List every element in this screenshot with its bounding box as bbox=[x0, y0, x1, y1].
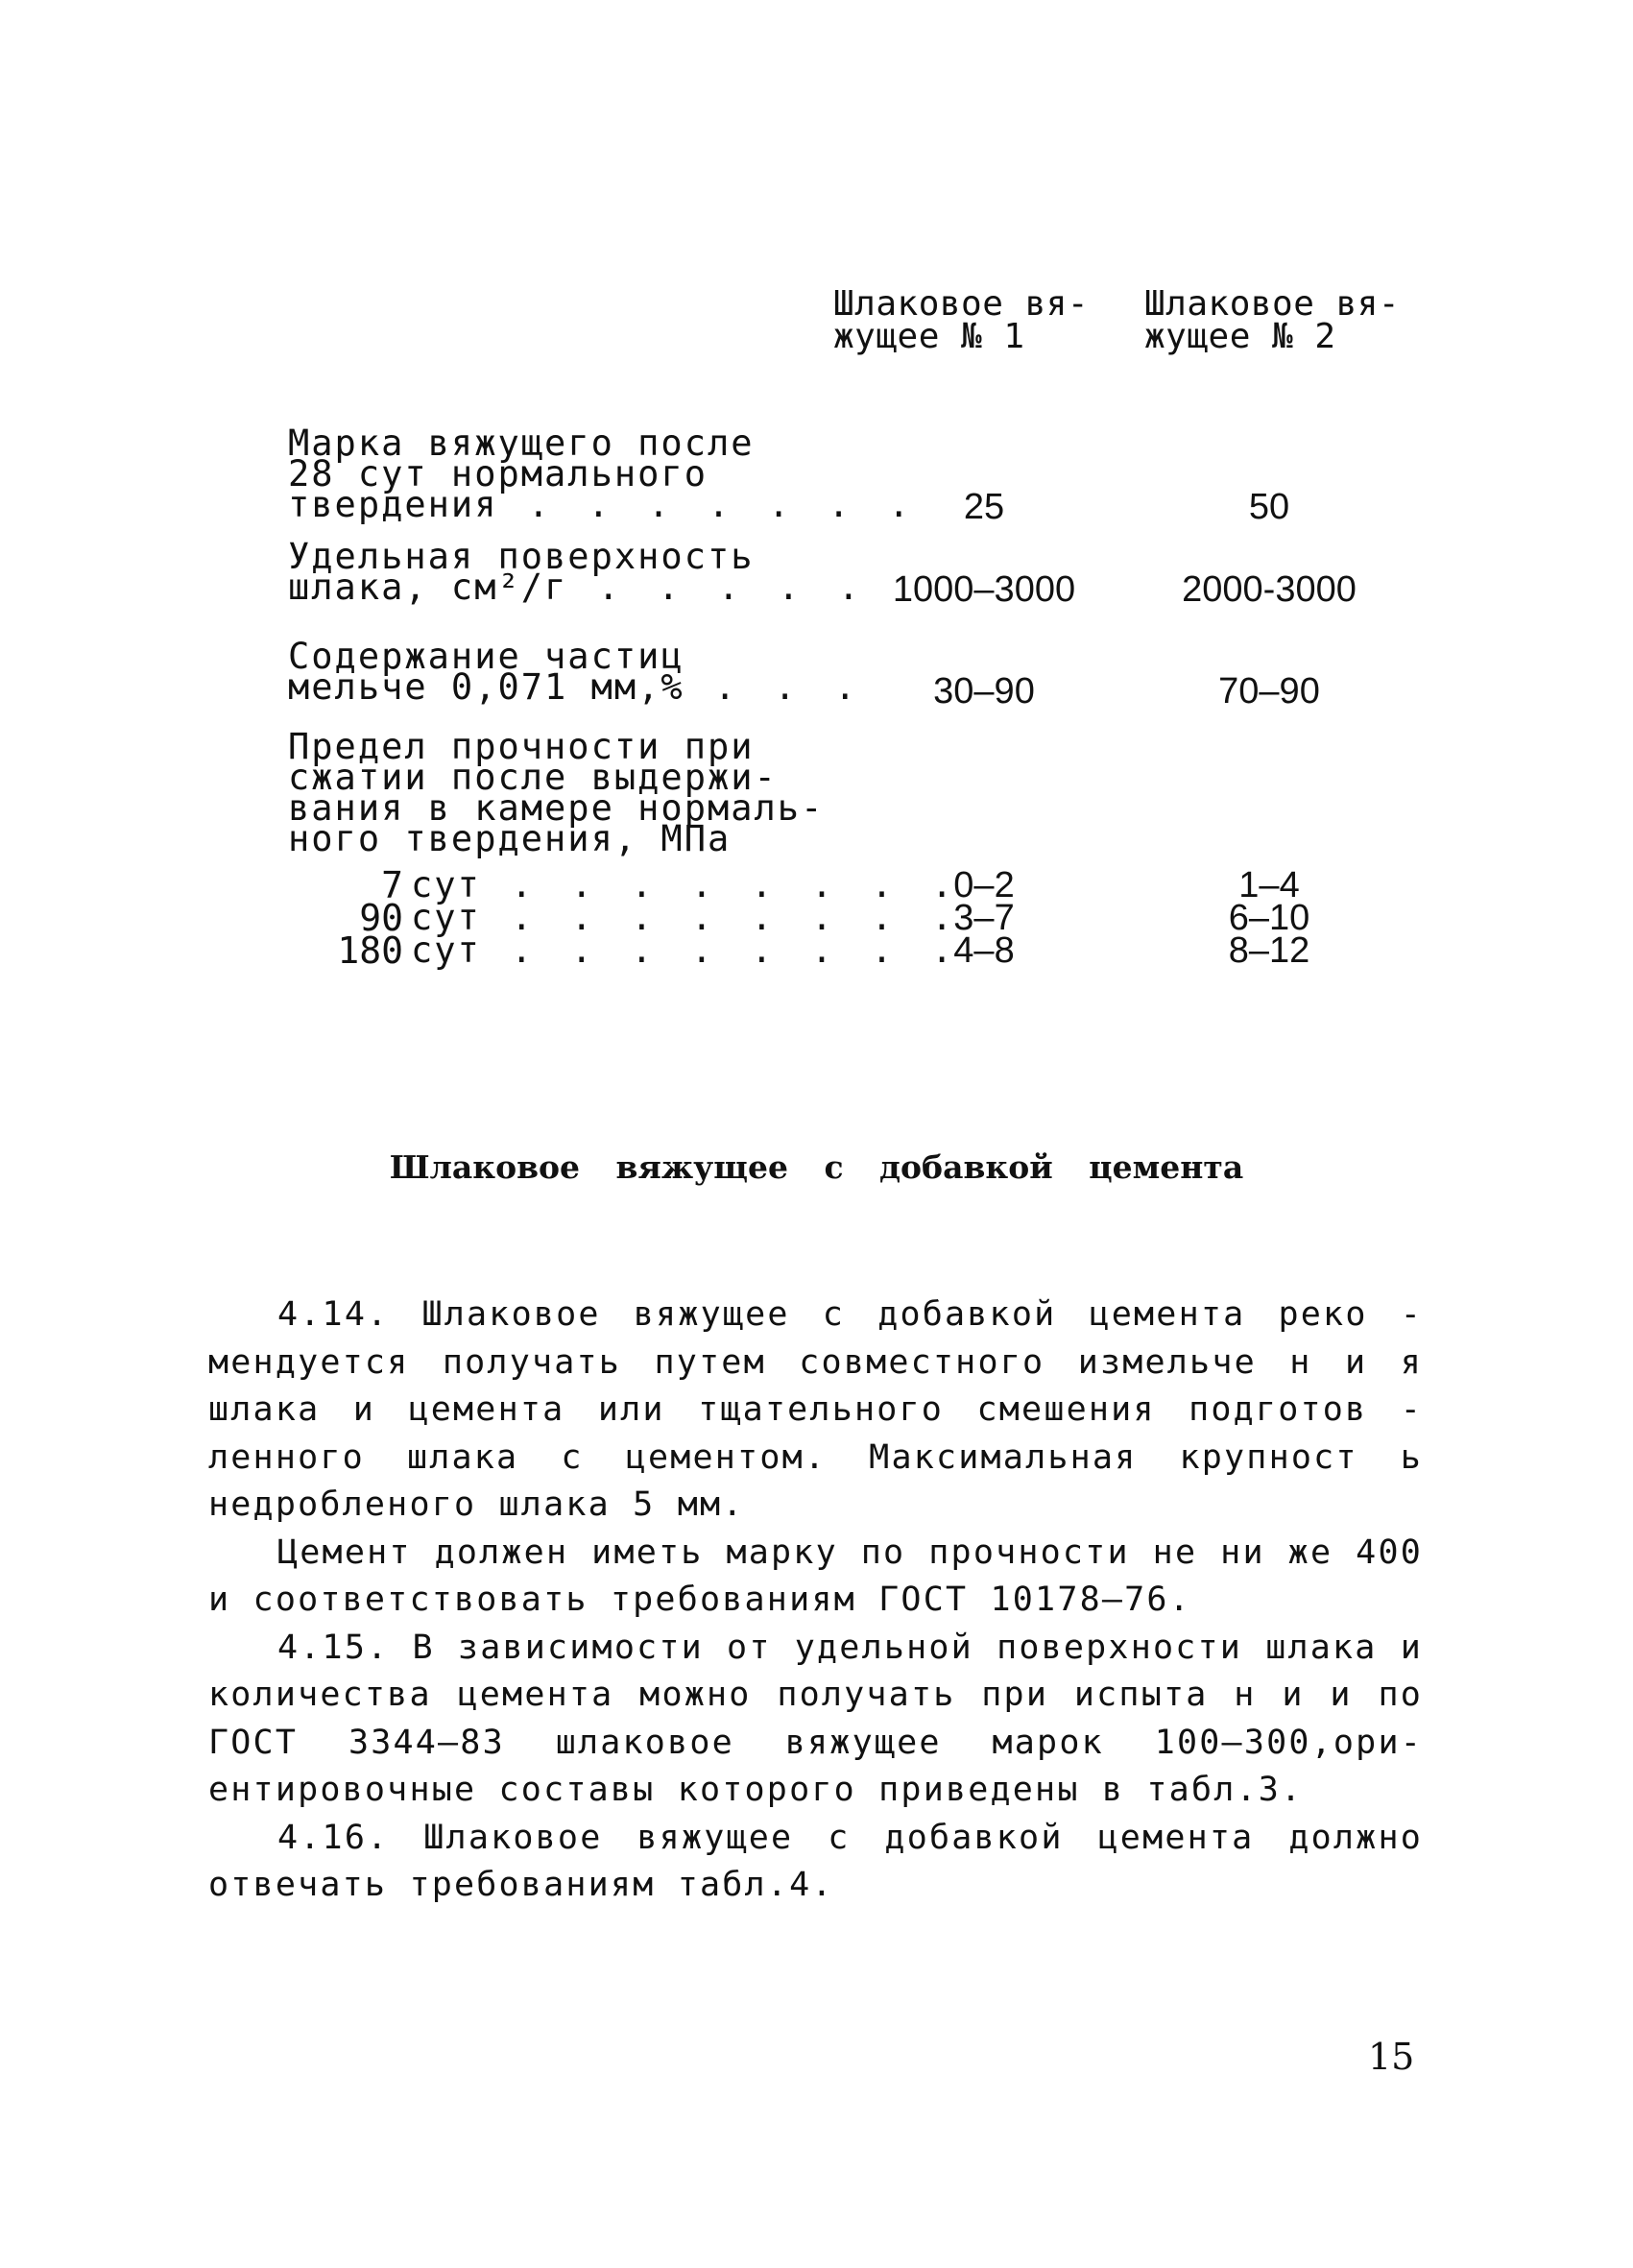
subrow-days: 90 bbox=[359, 897, 403, 939]
table-row-particles bbox=[288, 636, 1536, 712]
value-surface-binder-1: 1000–3000 bbox=[892, 569, 1076, 610]
row-label-particles: Содержание частиц мельче 0,071 мм,% . . . bbox=[288, 636, 865, 708]
column-header-binder-2: Шлаковое вя- жущее № 2 bbox=[1144, 284, 1401, 356]
value-particles-binder-1: 30–90 bbox=[933, 671, 1035, 712]
paragraph-4-16: 4.16. Шлаковое вяжущее с добавкой цемента должно отвечать требованиям табл.4. bbox=[208, 1818, 1423, 1904]
value-grade-binder-1: 25 bbox=[963, 487, 1005, 527]
subrow-unit: сут . . . . . . . . bbox=[411, 897, 962, 938]
table-row-strength bbox=[288, 726, 1536, 859]
table-row-grade bbox=[288, 422, 1536, 527]
body-text bbox=[208, 1291, 1423, 1910]
subrow-days: 7 bbox=[381, 864, 403, 906]
table-subrow bbox=[288, 929, 1536, 972]
subrow-days: 180 bbox=[337, 929, 403, 972]
value-strength-binder-1: 3–7 bbox=[953, 898, 1015, 938]
value-grade-binder-2: 50 bbox=[1248, 487, 1290, 527]
value-surface-binder-2: 2000-3000 bbox=[1182, 569, 1357, 610]
page-number: 15 bbox=[1368, 2036, 1415, 2078]
paragraph-4-14: 4.14. Шлаковое вяжущее с добавкой цемента реко - мендуется получать путем совместного измельче н и я шлака и цемента или тщательного смешения подготов - ленного шлака с цементом. Максимальная крупност ь недробленого шлака 5 мм. bbox=[208, 1295, 1423, 1524]
paragraph-4-15: 4.15. В зависимости от удельной поверхности шлака и количества цемента можно получать при испыта н и и по ГОСТ 3344–83 шлаковое вяжущее марок 100–300,ори-ентировочные составы которого приведены в табл.3. bbox=[208, 1628, 1423, 1809]
table-row-surface bbox=[288, 536, 1536, 610]
value-strength-binder-2: 1–4 bbox=[1238, 865, 1300, 905]
section-title: Шлаковое вяжущее с добавкой цемента bbox=[389, 1148, 1244, 1186]
value-strength-binder-2: 8–12 bbox=[1228, 930, 1310, 971]
value-strength-binder-2: 6–10 bbox=[1228, 898, 1310, 938]
row-label-grade: Марка вяжущего после 28 сут нормального твердения . . . . . . . bbox=[288, 422, 919, 525]
row-label-strength: Предел прочности при сжатии после выдержи- вания в камере нормаль- ного твердения, МПа bbox=[288, 726, 825, 859]
subrow-unit: сут . . . . . . . . bbox=[411, 864, 962, 905]
value-strength-binder-1: 0–2 bbox=[953, 865, 1015, 905]
value-strength-binder-1: 4–8 bbox=[953, 930, 1015, 971]
column-header-binder-1: Шлаковое вя- жущее № 1 bbox=[833, 284, 1090, 356]
subrow-unit: сут . . . . . . . . bbox=[411, 929, 962, 971]
row-label-surface: Удельная поверхность шлака, см²/г . . . . . bbox=[288, 536, 869, 608]
paragraph-cement: Цемент должен иметь марку по прочности не ни же 400 и соответствовать требованиям ГОСТ 10178–76. bbox=[208, 1532, 1423, 1619]
value-particles-binder-2: 70–90 bbox=[1218, 671, 1320, 712]
